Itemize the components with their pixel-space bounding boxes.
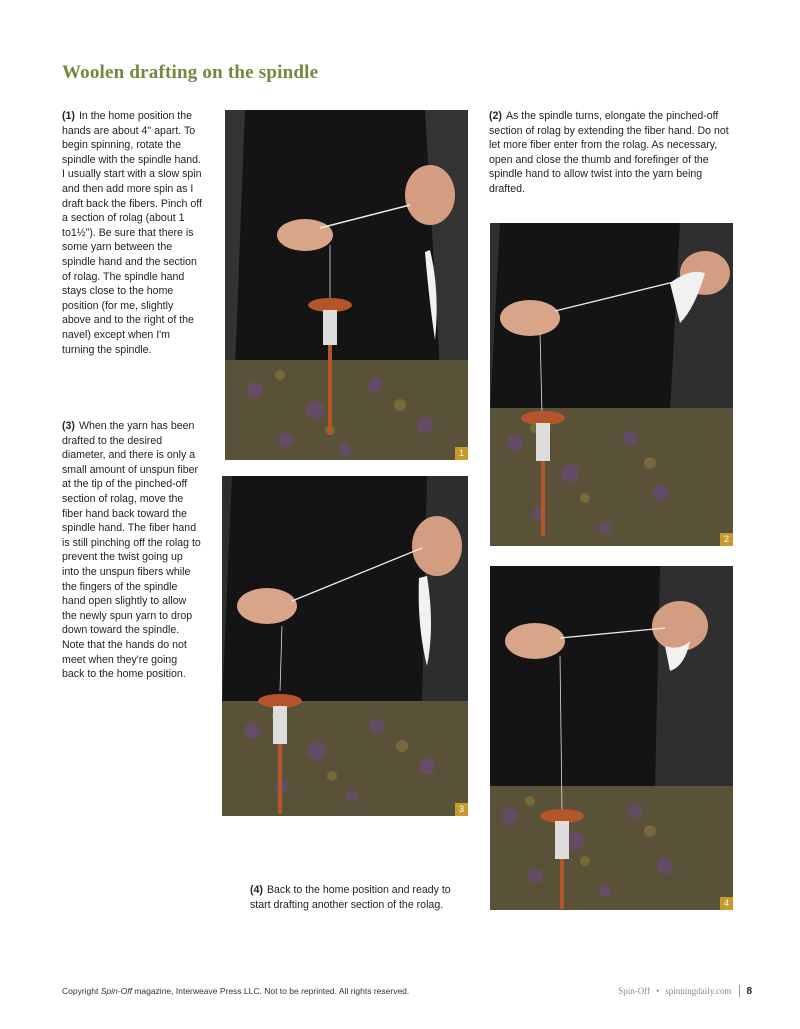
photo-number-badge: 2 xyxy=(720,533,733,546)
caption-number: (2) xyxy=(489,110,502,122)
caption-step-3 xyxy=(62,419,202,682)
photo-number-badge: 4 xyxy=(720,897,733,910)
caption-number: (4) xyxy=(250,884,263,896)
photo-number-badge: 3 xyxy=(455,803,468,816)
magazine-name: Spin-Off xyxy=(100,986,132,996)
page-number: 8 xyxy=(746,985,752,997)
photo-step-1 xyxy=(225,110,468,460)
caption-number: (1) xyxy=(62,110,75,122)
caption-step-2 xyxy=(489,109,739,197)
footer-brand: Spin-Off xyxy=(618,986,651,996)
copyright-notice xyxy=(62,986,409,996)
caption-text: In the home position the hands are about 4" apart. To begin spinning, rotate the spindle with the spindle hand. I usually start with a slow spin and then add more spin as I draft back the fibers. Pinch off a section of rolag (about 1 to1½"). Be sure that there is some yarn between the spindle hand and the section of rolag. The spindle hand stays close to the home position (for me, slightly above and to the right of the navel) except when I'm turning the spindle. xyxy=(62,110,202,356)
caption-text: When the yarn has been drafted to the desired diameter, and there is only a small amount of unspun fiber at the tip of the pinched-off section of rolag, move the fiber hand back toward the spindle hand. The fiber hand is still pinching off the rolag to prevent the twist going up into the unspun fibers while the fingers of the spindle hand open slightly to allow the newly spun yarn to drop down toward the spindle. Note that the hands do not meet when they're going back to the home position. xyxy=(62,420,201,681)
caption-text: As the spindle turns, elongate the pinched-off section of rolag by extending the fiber hand. Do not let more fiber enter from the rolag. As necessary, open and close the thumb and forefinger of the spindle hand to allow twist into the yarn being drafted. xyxy=(489,110,729,195)
copyright-prefix: Copyright xyxy=(62,986,101,996)
footer-site-link[interactable]: spinningdaily.com xyxy=(665,986,732,996)
photo-step-3 xyxy=(222,476,468,816)
footer-divider xyxy=(739,985,740,997)
caption-step-1 xyxy=(62,109,202,357)
caption-step-4 xyxy=(250,883,470,912)
photo-step-4 xyxy=(490,566,733,910)
photo-number-badge: 1 xyxy=(455,447,468,460)
page-footer xyxy=(62,986,752,998)
page-title: Woolen drafting on the spindle xyxy=(62,62,319,83)
caption-text: Back to the home position and ready to start drafting another section of the rolag. xyxy=(250,884,451,911)
caption-number: (3) xyxy=(62,420,75,432)
footer-bullet: • xyxy=(656,986,660,996)
photo-step-2 xyxy=(490,223,733,546)
footer-brand-group xyxy=(618,985,752,997)
copyright-suffix: magazine, Interweave Press LLC. Not to be reprinted. All rights reserved. xyxy=(131,986,410,996)
